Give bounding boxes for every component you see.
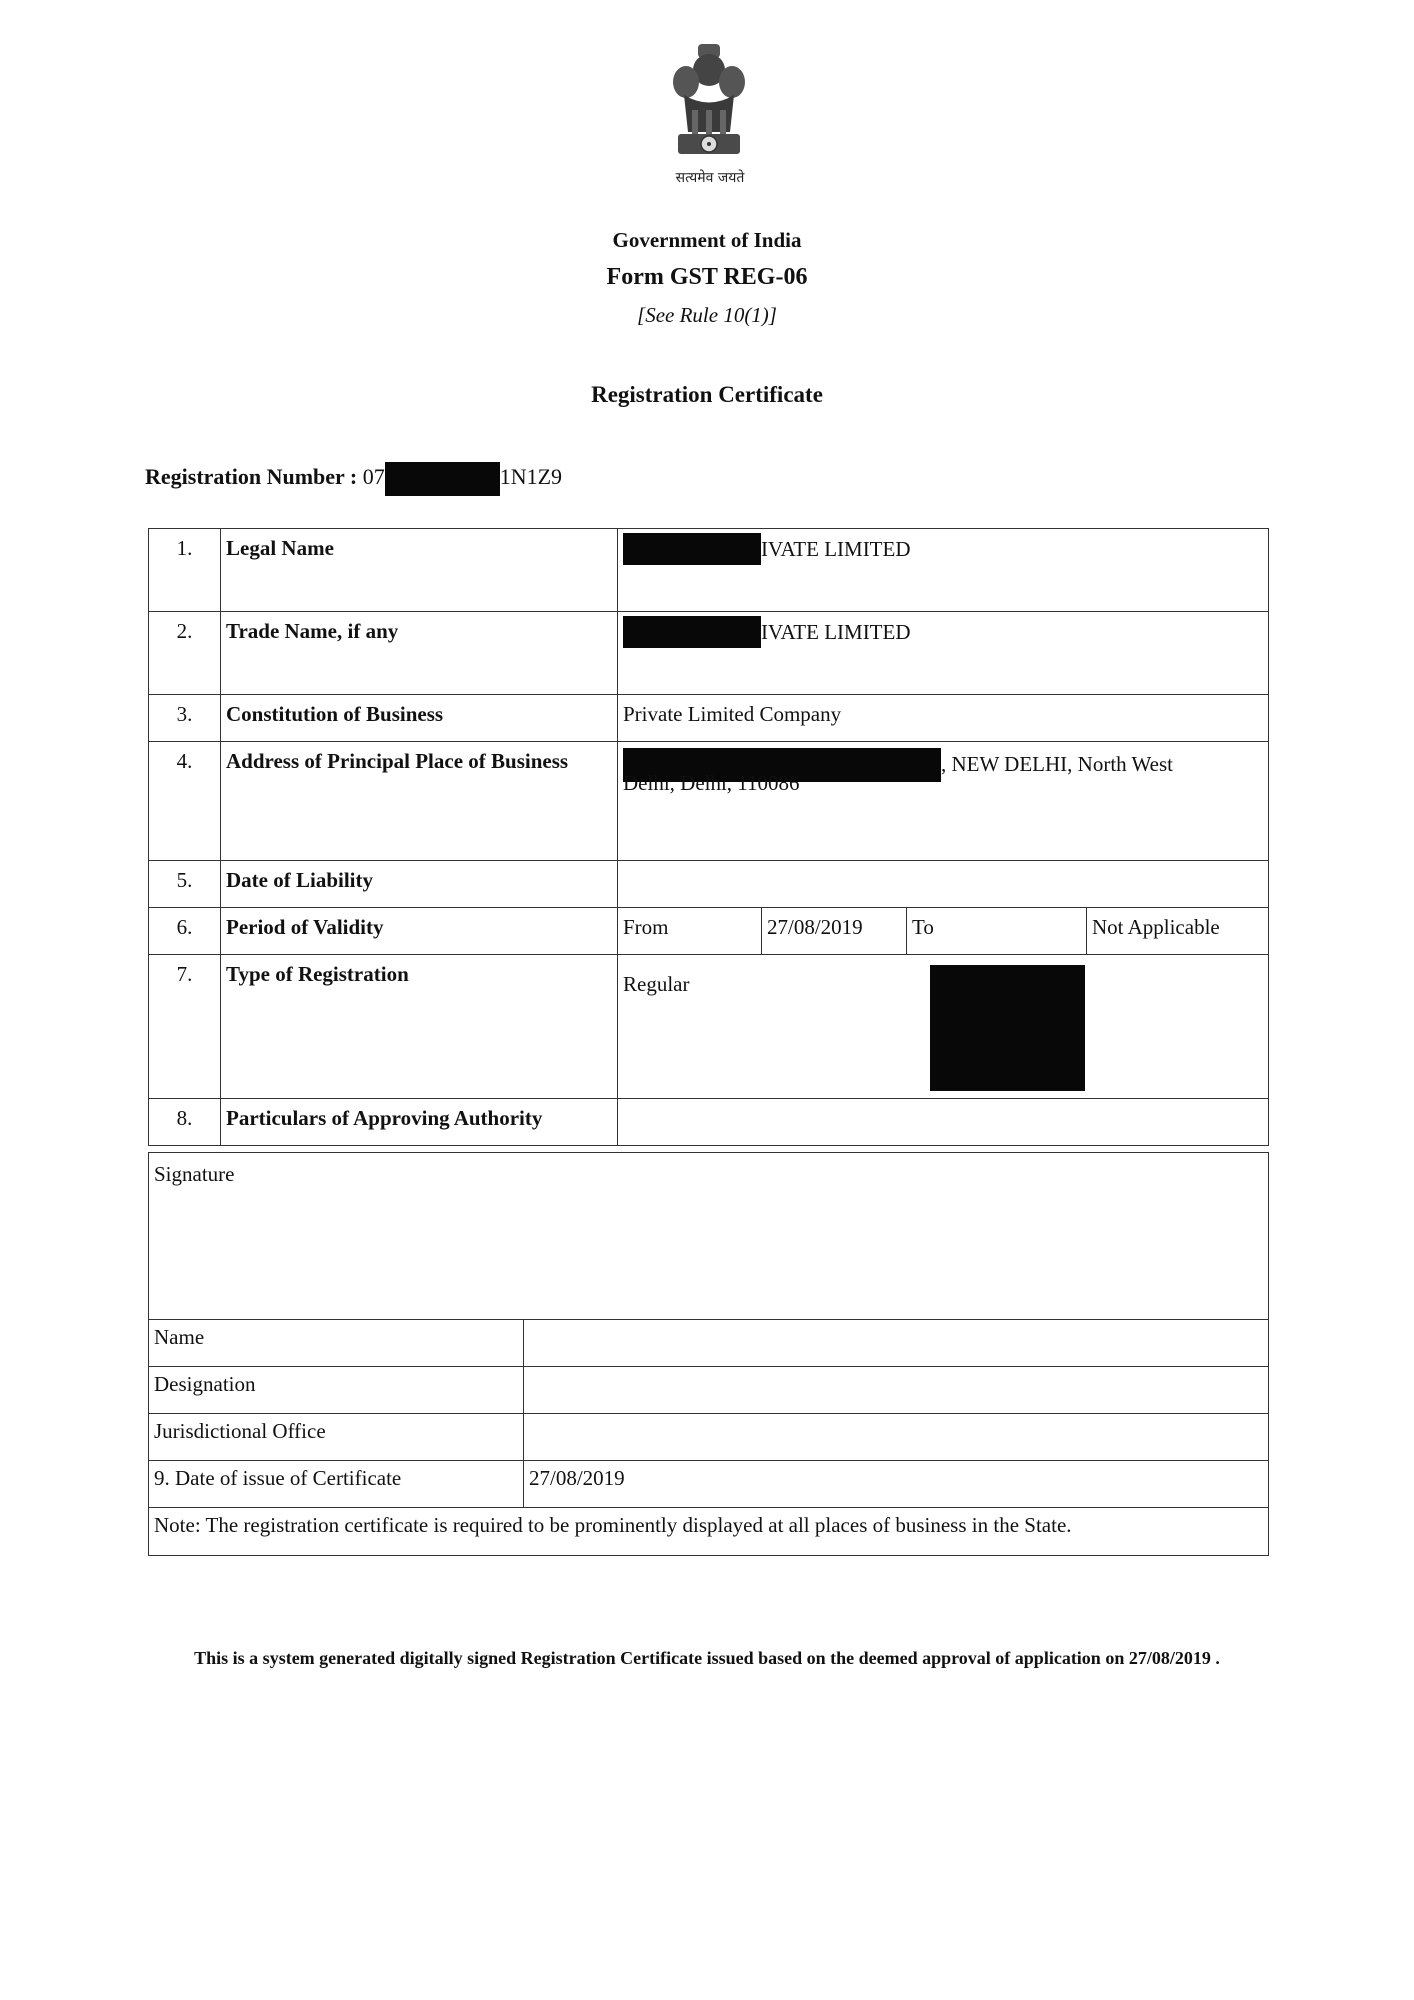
table-row-date-of-liability [149,861,1269,908]
government-heading: Government of India [612,228,802,252]
designation-row [149,1367,1269,1414]
note-row [149,1508,1269,1556]
registration-number-prefix: 07 [362,464,385,490]
validity-to-label: To [907,908,1087,955]
registration-number-suffix: 1N1Z9 [499,464,563,490]
display-note: Note: The registration certificate is required to be prominently displayed at all places of business in the State. [149,1508,1269,1556]
designation-label: Designation [149,1367,524,1414]
legal-name-value: IVATE LIMITED [618,529,1269,612]
jurisdictional-office-value [524,1414,1269,1461]
table-row-approving-authority [149,1099,1269,1146]
row-number: 8. [149,1099,221,1146]
table-row-constitution [149,695,1269,742]
table-row-legal-name [149,529,1269,612]
row-number: 4. [149,742,221,861]
field-label: Type of Registration [221,955,618,1099]
table-row-address [149,742,1269,861]
row-number: 6. [149,908,221,955]
signature-label: Signature [149,1153,1269,1320]
certificate-title: Registration Certificate [591,382,823,407]
redaction-block [623,533,761,565]
trade-name-value: IVATE LIMITED [618,612,1269,695]
address-value: , NEW DELHI, North West Delhi, Delhi, 110086 [618,742,1269,861]
field-label: Address of Principal Place of Business [221,742,618,861]
jurisdictional-office-row [149,1414,1269,1461]
table-row-period-of-validity [149,908,1269,955]
field-label: Period of Validity [221,908,618,955]
registration-number-label: Registration Number : [145,464,358,490]
system-generated-footer: This is a system generated digitally signed Registration Certificate issued based on the deemed approval of application on 27/08/2019 . [194,1648,1220,1668]
table-row-type-of-registration [149,955,1269,1099]
row-number: 3. [149,695,221,742]
form-title: Form GST REG-06 [606,264,808,290]
approving-authority-value [618,1099,1269,1146]
signature-row [149,1153,1269,1320]
constitution-value: Private Limited Company [618,695,1269,742]
type-of-registration-value: Regular [618,955,1269,1099]
name-row [149,1320,1269,1367]
designation-value [524,1367,1269,1414]
validity-to-value: Not Applicable [1087,908,1269,955]
date-of-issue-row [149,1461,1269,1508]
address-line-2: Delhi, Delhi, 110086 [623,771,800,795]
registration-details-table [148,528,1269,1146]
name-value [524,1320,1269,1367]
table-row-trade-name [149,612,1269,695]
emblem-motto: सत्यमेव जयते [675,170,745,186]
redaction-block [930,965,1085,1091]
row-number: 1. [149,529,221,612]
field-label: Trade Name, if any [221,612,618,695]
authority-details-table [148,1152,1269,1556]
date-of-issue-value: 27/08/2019 [524,1461,1269,1508]
redaction-block [623,616,761,648]
field-label: Constitution of Business [221,695,618,742]
field-label: Particulars of Approving Authority [221,1099,618,1146]
name-label: Name [149,1320,524,1367]
jurisdictional-office-label: Jurisdictional Office [149,1414,524,1461]
date-of-issue-label: 9. Date of issue of Certificate [149,1461,524,1508]
redaction-block [385,462,500,496]
registration-number [145,462,562,496]
rule-reference: [See Rule 10(1)] [637,303,777,327]
field-label: Date of Liability [221,861,618,908]
date-of-liability-value [618,861,1269,908]
validity-from-label: From [618,908,762,955]
validity-from-value: 27/08/2019 [762,908,907,955]
field-label: Legal Name [221,529,618,612]
row-number: 2. [149,612,221,695]
row-number: 7. [149,955,221,1099]
row-number: 5. [149,861,221,908]
